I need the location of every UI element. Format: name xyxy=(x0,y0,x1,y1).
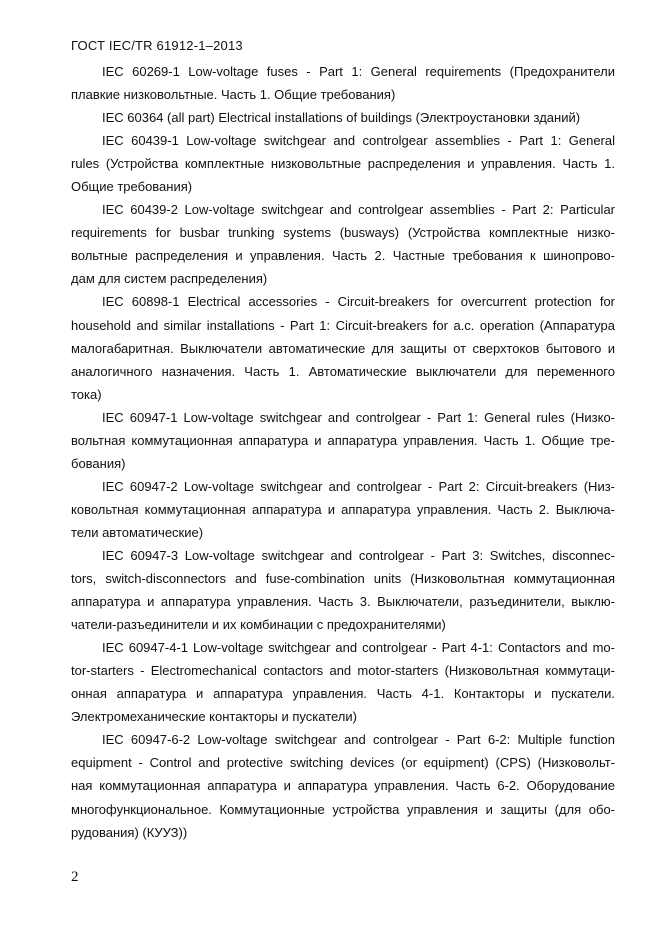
reference-line: вольтная коммутационная аппаратура и аппаратура управления. Часть 1. Общие тре- xyxy=(71,432,615,448)
reference-line: IEC 60947-6-2 Low-voltage switchgear and controlgear - Part 6-2: Multiple function xyxy=(102,732,615,748)
reference-line: IEC 60439-2 Low-voltage switchgear and controlgear assemblies - Part 2: Particular xyxy=(102,202,615,218)
reference-line: IEC 60269-1 Low-voltage fuses - Part 1: General requirements (Предохранители xyxy=(102,64,615,79)
reference-line: Общие требования) xyxy=(71,179,193,195)
reference-line: Электромеханические контакторы и пускатели) xyxy=(71,709,357,725)
reference-line: ная коммутационная аппаратура и аппаратура управления. Часть 6-2. Оборудование xyxy=(71,778,615,794)
reference-line: IEC 60898-1 Electrical accessories - Circuit-breakers for overcurrent protection for xyxy=(102,294,615,310)
reference-entry xyxy=(71,290,615,405)
normative-references-list xyxy=(71,60,615,844)
reference-entry xyxy=(71,475,615,544)
reference-line: IEC 60947-3 Low-voltage switchgear and controlgear - Part 3: Switches, disconnec- xyxy=(102,547,615,563)
reference-line: онная аппаратура и аппаратура управления. Часть 4-1. Контакторы и пускатели. xyxy=(71,686,615,702)
reference-line: tor-starters - Electromechanical contactors and motor-starters (Низковольтная коммутаци- xyxy=(71,663,615,679)
reference-line: аналогичного назначения. Часть 1. Автоматические выключатели для переменного xyxy=(71,363,615,379)
reference-entry xyxy=(71,106,615,129)
page-number: 2 xyxy=(71,869,79,885)
reference-line: тели автоматические) xyxy=(71,524,204,540)
reference-entry xyxy=(71,129,615,198)
reference-line: чатели-разъединители и их комбинации с предохранителями) xyxy=(71,617,446,633)
reference-line: бования) xyxy=(71,455,126,471)
reference-line: рудования) (КУУЗ)) xyxy=(71,824,188,840)
reference-line: IEC 60947-4-1 Low-voltage switchgear and controlgear - Part 4-1: Contactors and mo- xyxy=(102,640,615,656)
reference-line: тока) xyxy=(71,386,102,402)
standard-designation-header: ГОСТ IEC/TR 61912-1–2013 xyxy=(71,38,243,53)
reference-line: equipment - Control and protective switching devices (or equipment) (CPS) (Низковольт- xyxy=(71,755,615,771)
reference-entry xyxy=(71,198,615,290)
reference-line: requirements for busbar trunking systems (busways) (Устройства комплектные низко- xyxy=(71,225,615,241)
reference-line: tors, switch-disconnectors and fuse-combination units (Низковольтная коммутационная xyxy=(71,571,615,587)
reference-line: дам для систем распределения) xyxy=(71,271,268,287)
reference-line: аппаратура и аппаратура управления. Часть 3. Выключатели, разъединители, выклю- xyxy=(71,594,615,610)
reference-line: rules (Устройства комплектные низковольтные распределения и управления. Часть 1. xyxy=(71,156,615,172)
reference-line: плавкие низковольтные. Часть 1. Общие требования) xyxy=(71,87,396,103)
reference-line: IEC 60947-1 Low-voltage switchgear and controlgear - Part 1: General rules (Низко- xyxy=(102,409,615,425)
reference-line: IEC 60947-2 Low-voltage switchgear and controlgear - Part 2: Circuit-breakers (Низ- xyxy=(102,478,615,494)
reference-line: ковольтная коммутационная аппаратура и аппаратура управления. Часть 2. Выключа- xyxy=(71,501,615,517)
reference-line: IEC 60364 (all part) Electrical installations of buildings (Электроустановки зданий) xyxy=(102,110,581,126)
reference-line: многофункциональное. Коммутационные устройства управления и защиты (для обо- xyxy=(71,801,615,817)
reference-entry xyxy=(71,544,615,636)
reference-entry xyxy=(71,60,615,106)
reference-line: малогабаритная. Выключатели автоматические для защиты от сверхтоков бытового и xyxy=(71,340,615,356)
reference-line: IEC 60439-1 Low-voltage switchgear and controlgear assemblies - Part 1: General xyxy=(102,133,615,149)
reference-entry xyxy=(71,406,615,475)
reference-entry xyxy=(71,636,615,728)
reference-entry xyxy=(71,728,615,843)
reference-line: household and similar installations - Part 1: Circuit-breakers for a.c. operation (Аппаратура xyxy=(71,317,615,333)
reference-line: вольтные распределения и управления. Часть 2. Частные требования к шинопрово- xyxy=(71,248,615,264)
